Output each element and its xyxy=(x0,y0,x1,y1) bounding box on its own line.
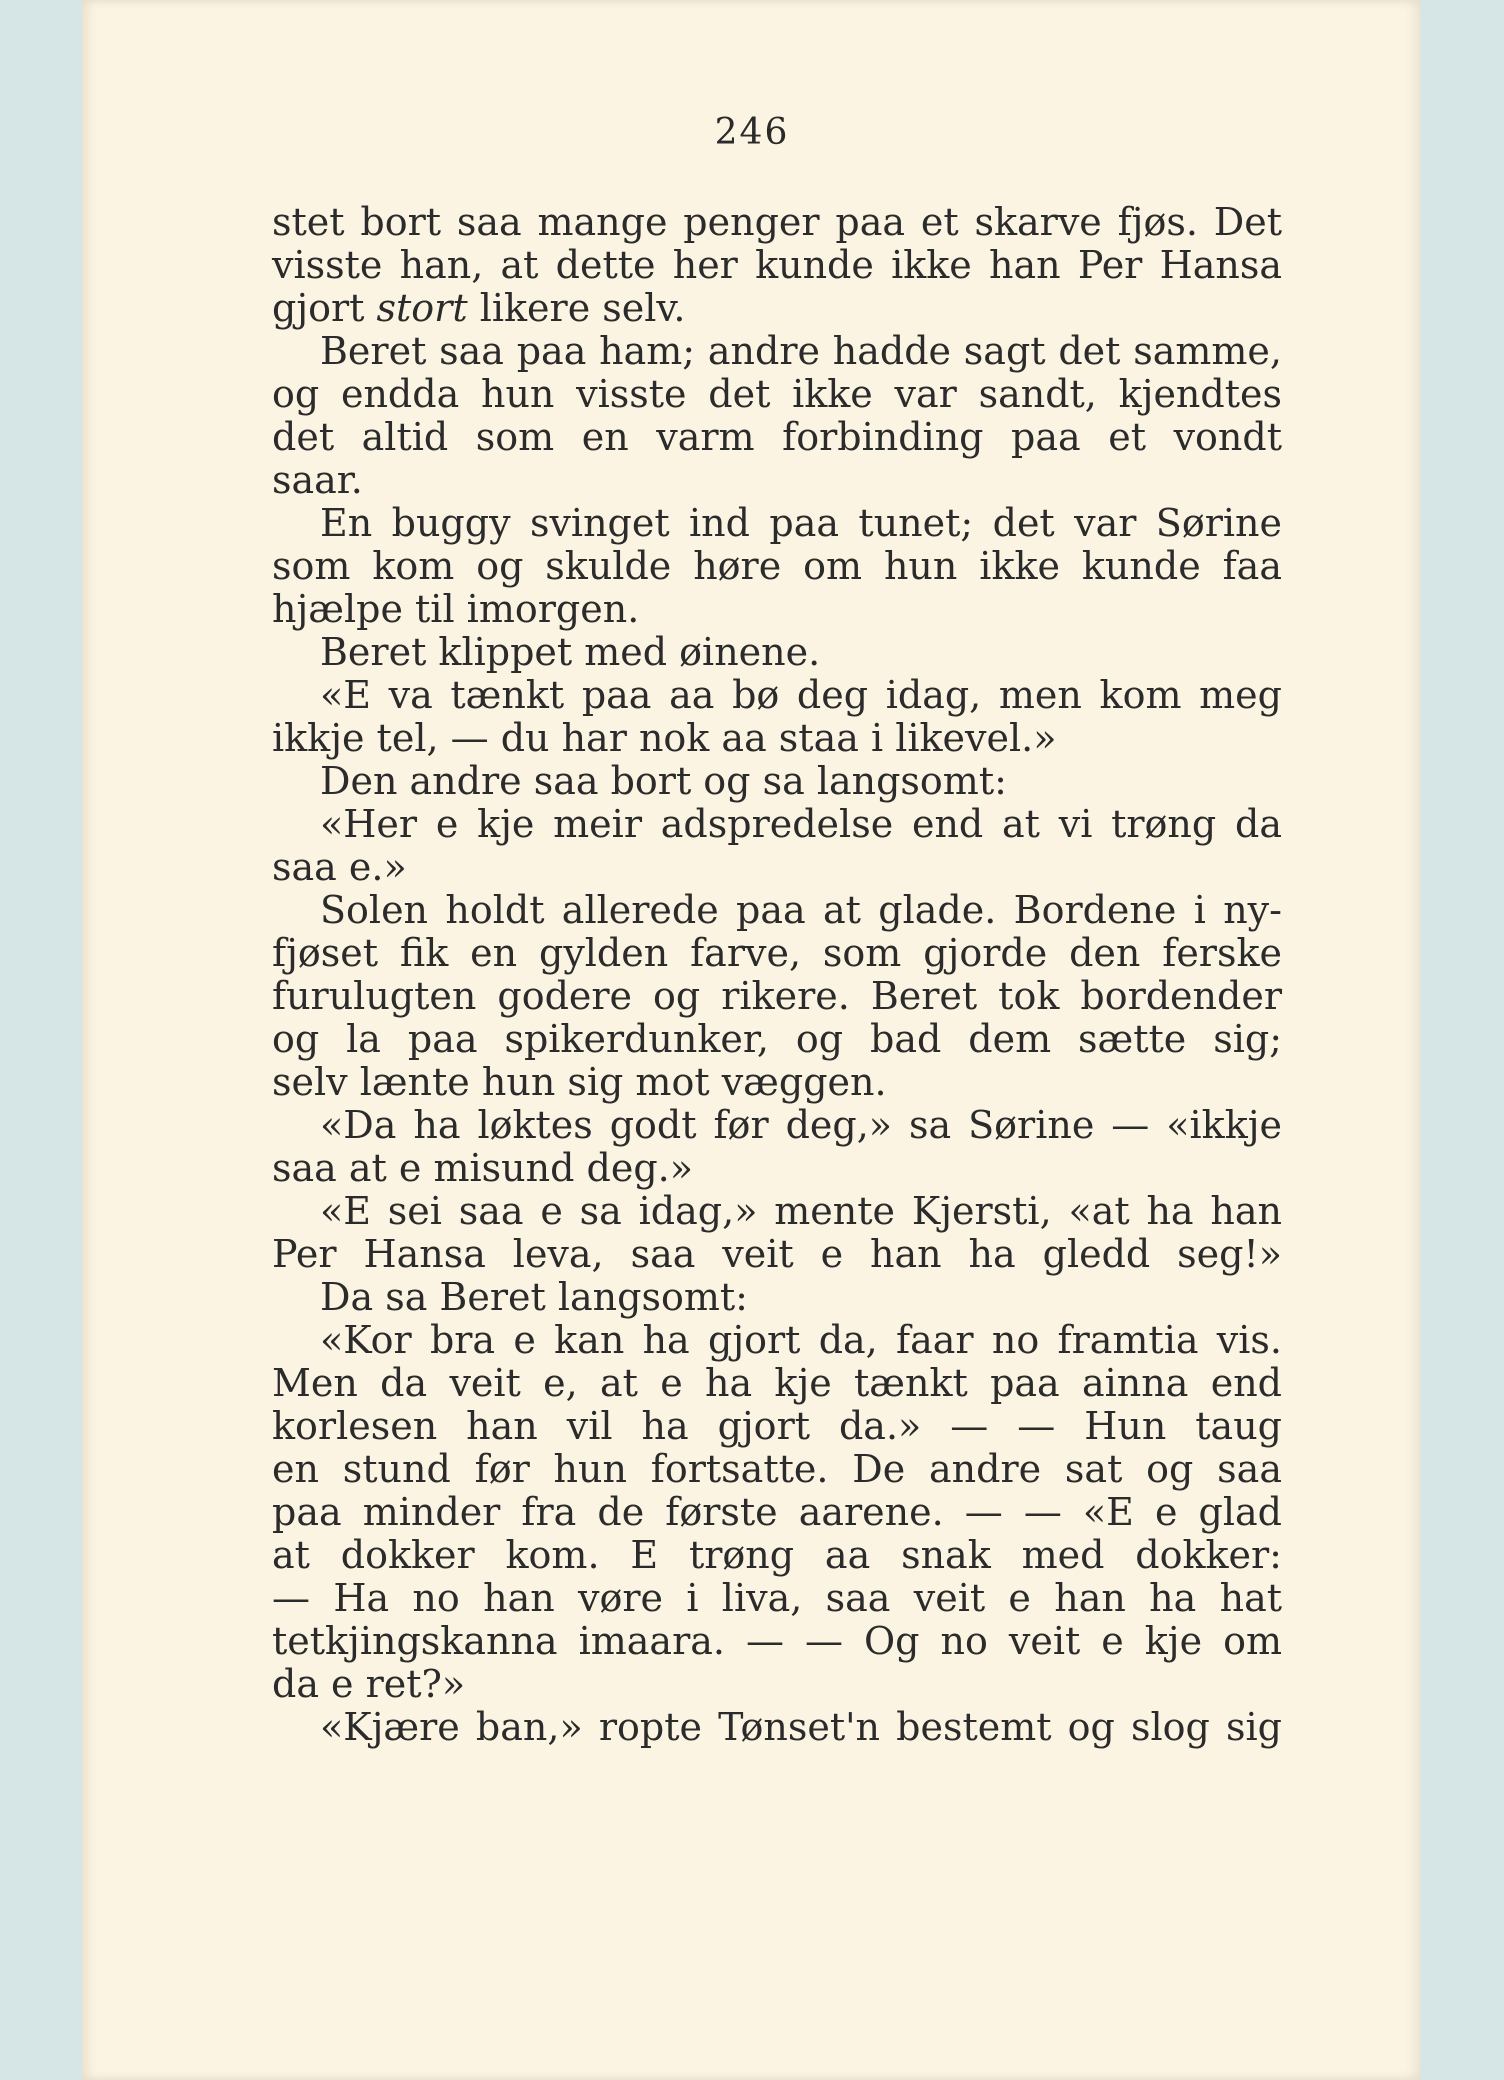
text-line: saa at e misund deg.» xyxy=(272,1146,693,1190)
text-line: Men da veit e, at e ha kje tænkt paa ainna end xyxy=(272,1361,1282,1405)
text-line: «Kjære ban,» ropte Tønset'n bestemt og slog sig xyxy=(320,1705,1282,1749)
text-line: En buggy svinget ind paa tunet; det var Sørine xyxy=(320,501,1282,545)
italic-word: stort xyxy=(376,286,468,330)
text-line xyxy=(272,286,1282,330)
text-line: korlesen han vil ha gjort da.» — — Hun taug xyxy=(272,1404,1282,1448)
text-line: visste han, at dette her kunde ikke han Per Hansa xyxy=(272,243,1282,287)
text-line: det altid som en varm forbinding paa et vondt xyxy=(272,415,1282,459)
text-line: «Da ha løktes godt før deg,» sa Sørine — «ikkje xyxy=(320,1103,1282,1147)
text-line: at dokker kom. E trøng aa snak med dokker: xyxy=(272,1533,1282,1577)
text-line: Da sa Beret langsomt: xyxy=(320,1275,748,1319)
text-line: og la paa spikerdunker, og bad dem sætte sig; xyxy=(272,1017,1282,1061)
text-fragment: gjort xyxy=(272,286,365,330)
text-line: «E sei saa e sa idag,» mente Kjersti, «at ha han xyxy=(320,1189,1282,1233)
text-line: ikkje tel, — du har nok aa staa i likevel.» xyxy=(272,716,1057,760)
text-line: saa e.» xyxy=(272,845,407,889)
text-line: selv lænte hun sig mot væggen. xyxy=(272,1060,887,1104)
text-line: saar. xyxy=(272,458,363,502)
text-line: furulugten godere og rikere. Beret tok bordender xyxy=(272,974,1282,1018)
text-line: hjælpe til imorgen. xyxy=(272,587,640,631)
text-line: — Ha no han vøre i liva, saa veit e han ha hat xyxy=(272,1576,1282,1620)
text-line: Beret klippet med øinene. xyxy=(320,630,821,674)
text-line: og endda hun visste det ikke var sandt, kjendtes xyxy=(272,372,1282,416)
text-line: fjøset fik en gylden farve, som gjorde den ferske xyxy=(272,931,1282,975)
text-line: stet bort saa mange penger paa et skarve fjøs. Det xyxy=(272,200,1282,244)
text-line: Solen holdt allerede paa at glade. Bordene i ny- xyxy=(320,888,1282,932)
text-line: «Her e kje meir adspredelse end at vi trøng da xyxy=(320,802,1282,846)
text-line: som kom og skulde høre om hun ikke kunde faa xyxy=(272,544,1282,588)
text-line: «Kor bra e kan ha gjort da, faar no framtia vis. xyxy=(320,1318,1282,1362)
text-line: tetkjingskanna imaara. — — Og no veit e kje om xyxy=(272,1619,1282,1663)
text-line: paa minder fra de første aarene. — — «E e glad xyxy=(272,1490,1282,1534)
page-number: 246 xyxy=(714,112,790,153)
text-line: Per Hansa leva, saa veit e han ha gledd seg!» xyxy=(272,1232,1282,1276)
text-line: da e ret?» xyxy=(272,1662,466,1706)
text-fragment: likere selv. xyxy=(479,286,686,330)
text-line: Den andre saa bort og sa langsomt: xyxy=(320,759,1007,803)
text-line: Beret saa paa ham; andre hadde sagt det samme, xyxy=(320,329,1282,373)
text-line: «E va tænkt paa aa bø deg idag, men kom meg xyxy=(320,673,1282,717)
text-line: en stund før hun fortsatte. De andre sat og saa xyxy=(272,1447,1282,1491)
